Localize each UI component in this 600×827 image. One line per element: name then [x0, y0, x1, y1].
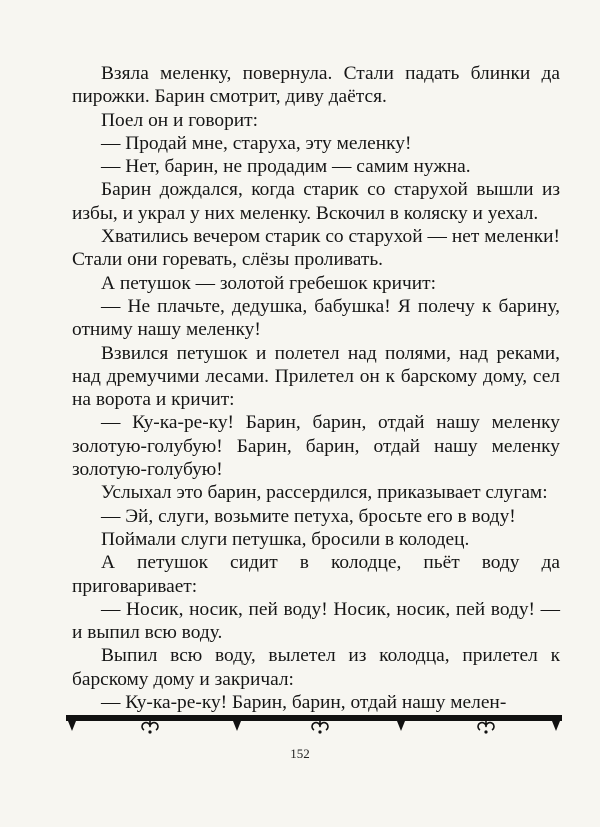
paragraph: А петушок сидит в колодце, пьёт воду да приговаривает:	[72, 552, 560, 597]
paragraph: — Ку-ка-ре-ку! Барин, барин, отдай нашу меленку золотую-голубую! Барин, барин, отдай нашу меленку золотую-голубую!	[72, 412, 560, 481]
paragraph: Взвился петушок и полетел над полями, над реками, над дремучими лесами. Прилетел он к барскому дому, сел на ворота и кричит:	[72, 342, 560, 411]
paragraph: Взяла меленку, повернула. Стали падать блинки да пирожки. Барин смотрит, диву даётся.	[72, 63, 560, 108]
paragraph: Поймали слуги петушка, бросили в колодец.	[101, 528, 470, 550]
paragraph: — Ку-ка-ре-ку! Барин, барин, отдай нашу мелен-	[101, 692, 507, 714]
decorative-border-ornament	[66, 712, 562, 740]
paragraph: Услыхал это барин, рассердился, приказывает слугам:	[101, 482, 548, 504]
paragraph: А петушок — золотой гребешок кричит:	[101, 272, 436, 294]
paragraph: — Эй, слуги, возьмите петуха, бросьте его в воду!	[101, 505, 516, 527]
paragraph: Поел он и говорит:	[101, 109, 259, 131]
paragraph: — Носик, носик, пей воду! Носик, носик, пей воду! — и выпил всю воду.	[72, 598, 560, 644]
paragraph: — Не плачьте, дедушка, бабушка! Я полечу к барину, отниму нашу меленку!	[72, 295, 560, 341]
paragraph: — Продай мне, старуха, эту меленку!	[101, 132, 412, 154]
story-text	[72, 62, 560, 714]
paragraph: Барин дождался, когда старик со старухой вышли из избы, и украл у них меленку. Вскочил в коляску и уехал.	[72, 179, 560, 224]
paragraph: Хватились вечером старик со старухой — нет меленки! Стали они горевать, слёзы проливать.	[72, 226, 560, 271]
page-number: 152	[290, 746, 310, 761]
paragraph: — Нет, барин, не продадим — самим нужна.	[101, 156, 471, 178]
paragraph: Выпил всю воду, вылетел из колодца, прилетел к барскому дому и закричал:	[72, 645, 560, 690]
